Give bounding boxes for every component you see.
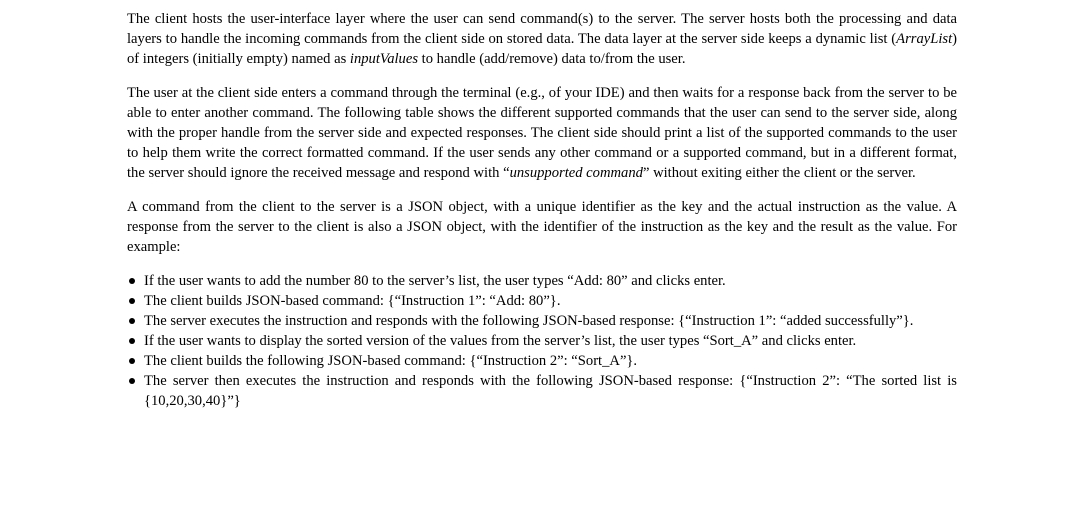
bullet-text: The client builds JSON-based command: {“Instruction 1”: “Add: 80”}. <box>144 293 561 309</box>
paragraph-commands-text-2: ” without exiting either the client or the server. <box>642 165 916 181</box>
bullet-dot-icon <box>129 278 135 284</box>
unsupported-command-term: unsupported command <box>509 165 643 181</box>
bullet-text: The server executes the instruction and responds with the following JSON-based response: {“Instruction 1”: “added successfully”}. <box>144 313 914 329</box>
bullet-dot-icon <box>129 378 135 384</box>
paragraph-architecture-text-2: ) of integers (initially empty) named as <box>127 31 957 67</box>
bullet-item <box>127 331 957 351</box>
paragraph-commands <box>127 83 957 183</box>
paragraph-architecture-text-3: to handle (add/remove) data to/from the user. <box>418 51 686 67</box>
bullet-item <box>127 311 957 331</box>
paragraph-commands-text-1: The user at the client side enters a command through the terminal (e.g., of your IDE) and then waits for a response back from the server to be able to enter another command. The following table shows the different supported commands that the user can send to the server side, along with the proper handle from the server side and expected responses. The client side should print a list of the supported commands to the user to help them write the correct formatted command. If the user sends any other command or a supported command, but in a different format, the server should ignore the received message and respond with “ <box>127 85 957 181</box>
bullet-text: If the user wants to add the number 80 to the server’s list, the user types “Add: 80” and clicks enter. <box>144 273 726 289</box>
bullet-dot-icon <box>129 318 135 324</box>
bullet-item <box>127 351 957 371</box>
bullet-item <box>127 291 957 311</box>
paragraph-architecture <box>127 9 957 69</box>
bullet-item <box>127 371 957 411</box>
arraylist-term: ArrayList <box>896 31 953 47</box>
bullet-text: If the user wants to display the sorted version of the values from the server’s list, the user types “Sort_A” and clicks enter. <box>144 333 857 349</box>
example-bullet-list <box>127 271 957 411</box>
bullet-dot-icon <box>129 298 135 304</box>
inputvalues-term: inputValues <box>349 51 419 67</box>
bullet-dot-icon <box>129 358 135 364</box>
paragraph-architecture-text-1: The client hosts the user-interface layer where the user can send command(s) to the server. The server hosts both the processing and data layers to handle the incoming commands from the client side on stored data. The data layer at the server side keeps a dynamic list ( <box>127 11 957 47</box>
bullet-item <box>127 271 957 291</box>
bullet-text: The server then executes the instruction and responds with the following JSON-based response: {“Instruction 2”: “The sorted list is {10,20,30,40}”} <box>144 373 957 409</box>
bullet-text: The client builds the following JSON-based command: {“Instruction 2”: “Sort_A”}. <box>144 353 638 369</box>
bullet-dot-icon <box>129 338 135 344</box>
document-page <box>127 9 957 411</box>
paragraph-json: A command from the client to the server is a JSON object, with a unique identifier as the key and the actual instruction as the value. A response from the server to the client is also a JSON object, with the identifier of the instruction as the key and the result as the value. For example: <box>127 199 957 255</box>
